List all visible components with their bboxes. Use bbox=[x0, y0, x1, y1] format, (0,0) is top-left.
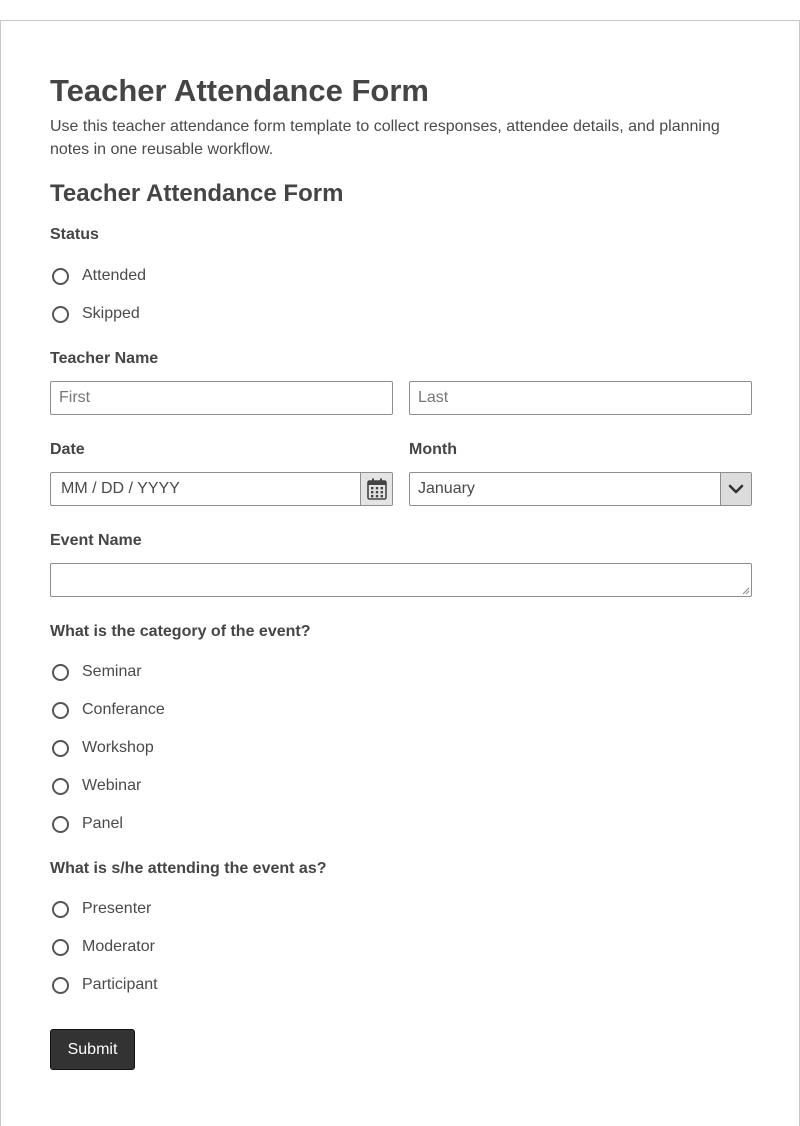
last-name-input[interactable] bbox=[409, 381, 752, 415]
calendar-button[interactable] bbox=[360, 473, 392, 505]
radio-label: Panel bbox=[82, 815, 123, 832]
radio-button[interactable] bbox=[52, 268, 69, 285]
category-option-webinar[interactable] bbox=[50, 774, 141, 798]
chevron-down-icon bbox=[728, 483, 744, 495]
first-name-input[interactable] bbox=[50, 381, 393, 415]
submit-button[interactable]: Submit bbox=[50, 1029, 135, 1070]
radio-label: Attended bbox=[82, 267, 147, 284]
attending-as-label: What is s/he attending the event as? bbox=[50, 860, 327, 877]
radio-button[interactable] bbox=[52, 778, 69, 795]
date-label: Date bbox=[50, 441, 85, 458]
event-name-label: Event Name bbox=[50, 532, 142, 549]
teacher-name-label: Teacher Name bbox=[50, 350, 159, 367]
month-select[interactable] bbox=[409, 472, 752, 506]
radio-label: Skipped bbox=[82, 305, 140, 322]
date-input[interactable] bbox=[50, 472, 393, 506]
status-option-attended[interactable] bbox=[50, 264, 146, 288]
month-dropdown-button[interactable] bbox=[720, 473, 751, 505]
radio-button[interactable] bbox=[52, 702, 69, 719]
radio-button[interactable] bbox=[52, 306, 69, 323]
radio-button[interactable] bbox=[52, 977, 69, 994]
event-name-input[interactable] bbox=[50, 563, 752, 597]
attending-option-moderator[interactable] bbox=[50, 935, 155, 959]
category-option-workshop[interactable] bbox=[50, 736, 154, 760]
attending-option-participant[interactable] bbox=[50, 973, 158, 997]
radio-button[interactable] bbox=[52, 816, 69, 833]
radio-button[interactable] bbox=[52, 939, 69, 956]
month-selected-value: January bbox=[418, 480, 475, 497]
radio-label: Presenter bbox=[82, 900, 152, 917]
page-description: Use this teacher attendance form template to collect responses, attendee details, and planning notes in one reusable workflow. bbox=[50, 118, 720, 158]
date-placeholder: MM / DD / YYYY bbox=[61, 480, 180, 497]
radio-button[interactable] bbox=[52, 901, 69, 918]
category-label: What is the category of the event? bbox=[50, 623, 311, 640]
category-option-seminar[interactable] bbox=[50, 660, 142, 684]
radio-label: Conferance bbox=[82, 701, 165, 718]
form-container bbox=[0, 20, 800, 1126]
calendar-icon bbox=[367, 478, 387, 500]
form-title: Teacher Attendance Form bbox=[50, 180, 344, 207]
resize-grip-icon[interactable] bbox=[742, 587, 750, 595]
radio-label: Workshop bbox=[82, 739, 154, 756]
radio-button[interactable] bbox=[52, 740, 69, 757]
radio-label: Webinar bbox=[82, 777, 142, 794]
category-option-panel[interactable] bbox=[50, 812, 123, 836]
radio-label: Moderator bbox=[82, 938, 155, 955]
radio-label: Seminar bbox=[82, 663, 142, 680]
month-label: Month bbox=[409, 441, 457, 458]
attending-option-presenter[interactable] bbox=[50, 897, 151, 921]
status-option-skipped[interactable] bbox=[50, 302, 140, 326]
category-option-conferance[interactable] bbox=[50, 698, 165, 722]
radio-label: Participant bbox=[82, 976, 158, 993]
page-title: Teacher Attendance Form bbox=[50, 73, 429, 108]
radio-button[interactable] bbox=[52, 664, 69, 681]
status-label: Status bbox=[50, 226, 99, 243]
